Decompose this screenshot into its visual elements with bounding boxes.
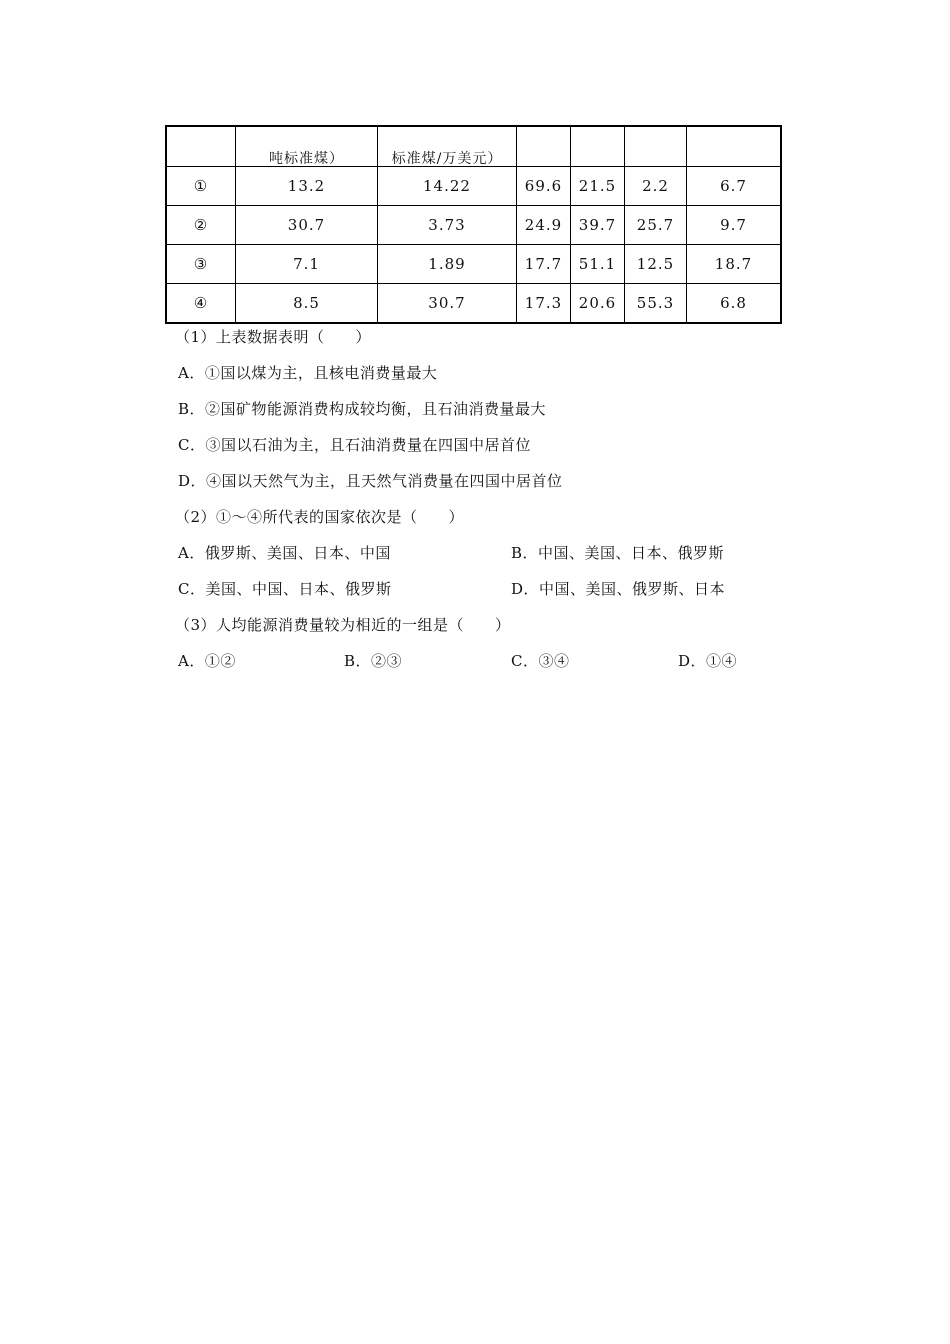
table-cell: 1.89 <box>378 245 517 284</box>
table-cell: 30.7 <box>378 284 517 324</box>
header-cell <box>517 126 571 167</box>
question-2-option-a[interactable]: A．俄罗斯、美国、日本、中国 <box>178 544 391 562</box>
energy-data-table <box>165 125 782 324</box>
table-cell: 18.7 <box>687 245 782 284</box>
table-cell: 14.22 <box>378 167 517 206</box>
question-1-option-b[interactable]: B．②国矿物能源消费构成较均衡，且石油消费量最大 <box>178 400 547 418</box>
header-cell <box>687 126 782 167</box>
table-cell: 17.7 <box>517 245 571 284</box>
table-row <box>166 245 781 284</box>
table-cell: 30.7 <box>236 206 378 245</box>
question-3-option-d[interactable]: D．①④ <box>678 652 738 670</box>
question-3-option-c[interactable]: C．③④ <box>511 652 570 670</box>
question-3-stem: （3）人均能源消费量较为相近的一组是（ ） <box>175 616 511 634</box>
table-cell: 12.5 <box>625 245 687 284</box>
question-2-option-d[interactable]: D．中国、美国、俄罗斯、日本 <box>511 580 726 598</box>
header-cell: 标准煤/万美元） <box>378 126 517 167</box>
table-cell: 24.9 <box>517 206 571 245</box>
table-cell: 20.6 <box>571 284 625 324</box>
table-cell: 69.6 <box>517 167 571 206</box>
table-row <box>166 284 781 324</box>
header-cell <box>571 126 625 167</box>
table-cell: 7.1 <box>236 245 378 284</box>
question-1-stem: （1）上表数据表明（ ） <box>175 328 372 346</box>
table-row <box>166 206 781 245</box>
table-cell: 3.73 <box>378 206 517 245</box>
table-cell: 6.7 <box>687 167 782 206</box>
table-cell: 2.2 <box>625 167 687 206</box>
table-row <box>166 167 781 206</box>
country-marker: ③ <box>166 245 236 284</box>
table-cell: 51.1 <box>571 245 625 284</box>
table-cell: 8.5 <box>236 284 378 324</box>
question-1-option-a[interactable]: A．①国以煤为主，且核电消费量最大 <box>178 364 438 382</box>
table-cell: 25.7 <box>625 206 687 245</box>
table-cell: 55.3 <box>625 284 687 324</box>
question-2-stem: （2）①～④所代表的国家依次是（ ） <box>175 508 465 526</box>
table-cell: 39.7 <box>571 206 625 245</box>
table-cell: 6.8 <box>687 284 782 324</box>
table-cell: 17.3 <box>517 284 571 324</box>
table-cell: 21.5 <box>571 167 625 206</box>
question-1-option-d[interactable]: D．④国以天然气为主，且天然气消费量在四国中居首位 <box>178 472 563 490</box>
question-2-option-c[interactable]: C．美国、中国、日本、俄罗斯 <box>178 580 392 598</box>
table-header-row <box>166 126 781 167</box>
question-3-option-b[interactable]: B．②③ <box>344 652 403 670</box>
country-marker: ① <box>166 167 236 206</box>
table-cell: 9.7 <box>687 206 782 245</box>
question-2-option-b[interactable]: B．中国、美国、日本、俄罗斯 <box>511 544 725 562</box>
question-1-option-c[interactable]: C．③国以石油为主，且石油消费量在四国中居首位 <box>178 436 531 454</box>
country-marker: ② <box>166 206 236 245</box>
question-3-option-a[interactable]: A．①② <box>178 652 236 670</box>
country-marker: ④ <box>166 284 236 324</box>
table-cell: 13.2 <box>236 167 378 206</box>
header-cell <box>166 126 236 167</box>
header-cell <box>625 126 687 167</box>
header-cell: 吨标准煤） <box>236 126 378 167</box>
